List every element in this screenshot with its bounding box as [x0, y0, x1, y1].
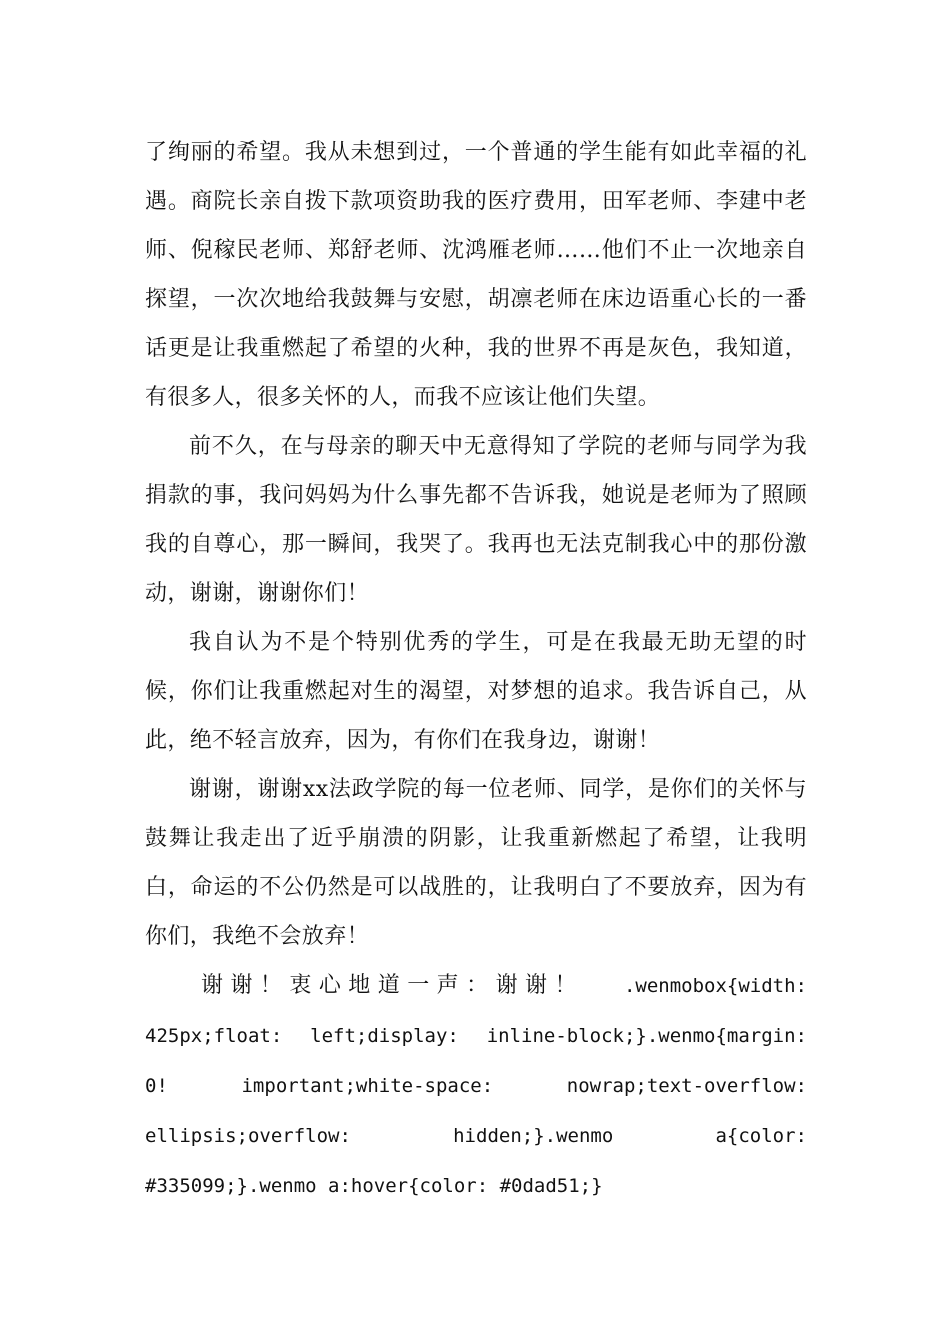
- css-residue-text: .wenmobox{width: 425px;float: left;display: inline-block;}.wenmo{margin: 0! important;white-space: nowrap;text-overflow: ellipsis;overflow: hidden;}.wenmo a{color: #335099;}.wenmo a:hover{color: #0dad51;}: [145, 975, 807, 1197]
- paragraph-2: 前不久，在与母亲的聊天中无意得知了学院的老师与同学为我捐款的事，我问妈妈为什么事先都不告诉我，她说是老师为了照顾我的自尊心，那一瞬间，我哭了。我再也无法克制我心中的那份激动，谢谢，谢谢你们！: [145, 434, 807, 606]
- paragraph-1: 了绚丽的希望。我从未想到过，一个普通的学生能有如此幸福的礼遇。商院长亲自拨下款项资助我的医疗费用，田军老师、李建中老师、倪稼民老师、郑舒老师、沈鸿雁老师……他们不止一次地亲自探望，一次次地给我鼓舞与安慰，胡凛老师在床边语重心长的一番话更是让我重燃起了希望的火种，我的世界不再是灰色，我知道，有很多人，很多关怀的人，而我不应该让他们失望。: [145, 140, 807, 410]
- closing-paragraph: [145, 961, 807, 1211]
- paragraph-4: 谢谢，谢谢xx法政学院的每一位老师、同学，是你们的关怀与鼓舞让我走出了近乎崩溃的阴影，让我重新燃起了希望，让我明白，命运的不公仍然是可以战胜的，让我明白了不要放弃，因为有你们，我绝不会放弃！: [145, 777, 807, 949]
- closing-text: 谢谢！衷心地道一声：谢谢！: [201, 973, 584, 998]
- document-body: [145, 128, 807, 1211]
- paragraph-3: 我自认为不是个特别优秀的学生，可是在我最无助无望的时候，你们让我重燃起对生的渴望，对梦想的追求。我告诉自己，从此，绝不轻言放弃，因为，有你们在我身边，谢谢！: [145, 630, 807, 753]
